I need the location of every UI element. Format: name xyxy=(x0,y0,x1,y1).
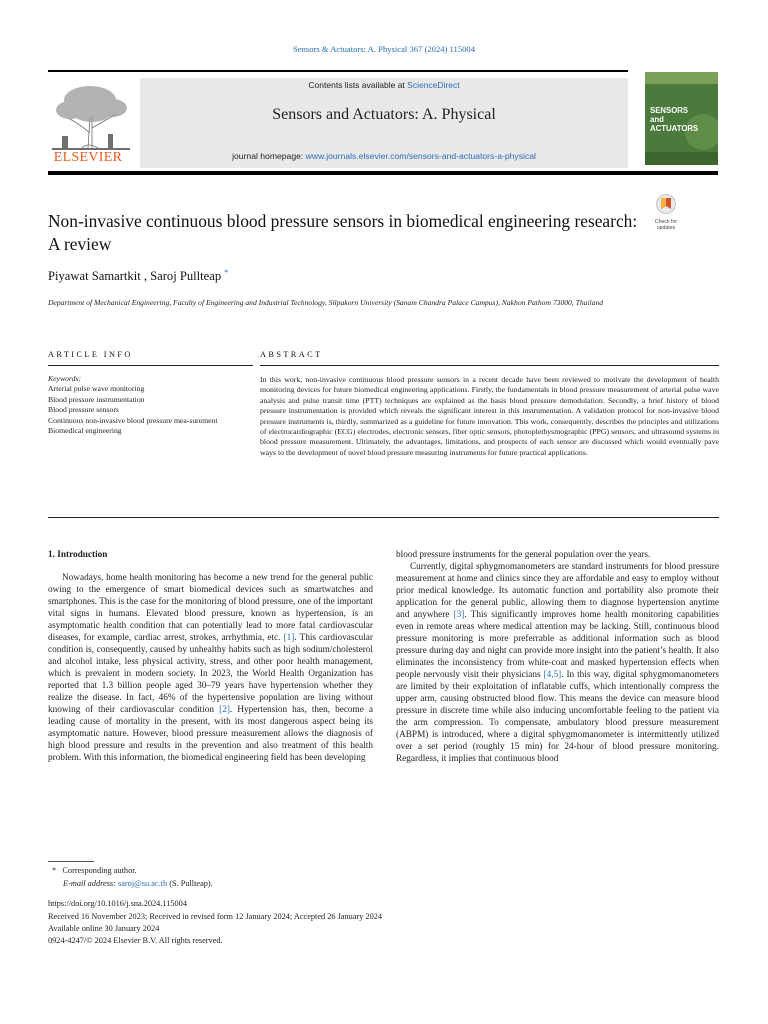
received-dates: Received 16 November 2023; Received in revised form 12 January 2024; Accepted 26 January 2024 xyxy=(48,912,383,921)
intro-p1-text-a: Nowadays, home health monitoring has become a new trend for the general public owing to the emergence of smart biomedical devices such as smartwatches and smartphones. This is the case for the monitoring of blood pressure, one of the important vital signs in humans. Elevated blood pressure, known as hypertension, is an asymptomatic health condition that can potentially lead to more fatal cardiovascular diseases, for example, cardiac arrest, strokes, arrhythmia, etc. xyxy=(48,573,373,643)
header-top-rule xyxy=(48,70,628,72)
citation-1-link[interactable]: [1] xyxy=(283,633,295,643)
article-title: Non-invasive continuous blood pressure sensors in biomedical engineering research: A review xyxy=(48,211,638,254)
keyword-item: Arterial pulse wave monitoring xyxy=(48,384,145,394)
keyword-item: Biomedical engineering xyxy=(48,426,122,436)
corresponding-author-note xyxy=(52,865,137,877)
journal-reference[interactable]: Sensors & Actuators: A. Physical 367 (2024) 115004 xyxy=(292,44,476,54)
sciencedirect-link[interactable]: ScienceDirect xyxy=(407,80,460,90)
footnote-rule xyxy=(48,861,94,862)
badge-line1: Check for xyxy=(654,219,678,225)
badge-line2: updates xyxy=(656,225,676,231)
intro-paragraph-1 xyxy=(48,572,373,764)
citation-4-5-link[interactable]: [4,5] xyxy=(543,670,562,680)
cover-title-line1: SENSORS xyxy=(650,106,689,115)
intro-right-column xyxy=(396,549,719,765)
keywords-block xyxy=(48,374,253,436)
intro-paragraph-2 xyxy=(396,561,719,765)
intro-p1-text-b: . This cardiovascular condition is, consequently, caused by unhealthy habits such as high sodium/cholesterol and alcohol intake, less physical activity, stress, and other poor health management, which is prevalent in modern society. In 2023, the World Health Organization has reported that 1.3 billion people aged 30–79 years have hypertension whether they realize the disease. In fact, 46% of the hypertensive population are living without knowing of their cardiovascular condition xyxy=(48,633,373,715)
doi-link[interactable]: https://doi.org/10.1016/j.sna.2024.115004 xyxy=(48,899,187,908)
corresponding-author-text: Corresponding author. xyxy=(62,866,137,875)
intro-paragraph-1-continued: blood pressure instruments for the general population over the years. xyxy=(396,550,651,560)
footnote-mark: * xyxy=(52,866,57,875)
keyword-item: Blood pressure instrumentation xyxy=(48,394,145,404)
contents-available-line xyxy=(140,80,628,90)
cover-title-line3: ACTUATORS xyxy=(650,124,699,133)
article-info-heading: ARTICLE INFO xyxy=(48,350,133,359)
intro-left-column xyxy=(48,549,373,764)
copyright-line: 0924-4247/© 2024 Elsevier B.V. All rights reserved. xyxy=(48,936,223,945)
journal-cover-image[interactable] xyxy=(645,72,718,165)
abstract-heading: ABSTRACT xyxy=(260,350,323,359)
introduction-heading: 1. Introduction xyxy=(48,550,108,560)
abstract-bottom-rule xyxy=(48,517,719,518)
author-affiliation: Department of Mechanical Engineering, Faculty of Engineering and Industrial Technology, Silpakorn University (Sanam Chandra Palace Campus), Nakhon Pathom 73000, Thailand xyxy=(48,298,604,307)
elsevier-logo-wordmark: ELSEVIER xyxy=(53,150,123,165)
journal-homepage-link[interactable]: www.journals.elsevier.com/sensors-and-actuators-a-physical xyxy=(305,151,536,161)
email-link[interactable]: saroj@su.ac.th xyxy=(118,879,168,888)
intro-p2-text-b: . This significantly improves home health monitoring capabilities even in remote areas where medical attention may be lacking. Still, continuous blood pressure monitoring is more preferrable as additional information such as blood pressure during day and night can provide more insight into the patient’s health. It also eliminates the inconsistency from white-coat and masked hypertension effects when people nervously visit their physicians xyxy=(396,610,720,680)
journal-homepage-line xyxy=(140,151,628,161)
keywords-label: Keywords: xyxy=(48,374,82,383)
header-bottom-rule xyxy=(48,171,718,175)
check-for-updates-badge[interactable] xyxy=(649,193,683,229)
abstract-text: In this work, non-invasive continuous blood pressure sensors in a recent decade have been reviewed to motivate the development of health monitoring devices for future biomedical engineering applications. Firstly, the fundamentals in blood pressure measurement of arterial pulse wave analysis and pulse transit time (PTT) techniques are explained as the basis blood pressure demodulation. Secondly, a brief history of blood pressure instrumentation is provided which reveals the significant interest in this instrumentation. A validation protocol for non-invasive blood pressure instruments is, thirdly, summarized as a guideline for future innovation. This work, consequently, describes the principles and utilizations of electrocardiographic (ECG) electrodes, electronic sensors, fiber optic sensors, photoplethysmographic (PPG) sensors, and ultrasound systems in blood pressure measurement. Ultimately, the advantages, limitations, and prospects of each sensor are discussed which would eventually pave ways to the development of novel blood pressure measuring instruments for future practical applications. xyxy=(260,375,719,457)
cover-title-line2: and xyxy=(650,115,664,124)
homepage-prefix: journal homepage: xyxy=(232,151,306,161)
check-for-updates-icon xyxy=(649,193,683,215)
corresponding-author-mark[interactable]: * xyxy=(224,268,229,277)
intro-p2-text-a: Currently, digital sphygmomanometers are standard instruments for blood pressure measurement at home and clinics since they are affordable and easy to employ without prior medical knowledge. Its automatic function and portability also promote their application for the general public, allowing them to diagnose hypertension anytime and anywhere xyxy=(396,562,719,620)
email-label: E-mail address: xyxy=(63,879,118,888)
email-note xyxy=(63,878,213,890)
intro-p1-text-c: . Hypertension has, then, become a leading cause of mortality in the present, with its most dangerous aspect being its asymptomatic nature. However, blood pressure measurement allows the diagnosis of high blood pressure and results in the prevention and also treatment of this health problem. With this information, the biomedical engineering field has been developing xyxy=(48,705,373,763)
cover-title xyxy=(650,106,698,133)
keyword-item: Continuous non-invasive blood pressure mea-surement xyxy=(48,415,218,425)
authors-text: Piyawat Samartkit , Saroj Pullteap xyxy=(48,269,222,284)
journal-name: Sensors and Actuators: A. Physical xyxy=(272,106,496,123)
email-suffix: (S. Pullteap). xyxy=(167,879,213,888)
intro-p2-text-c: . In this way, digital sphygmomanometers are limited by their exploitation of inflatable cuffs, which intentionally compress the upper arm, causing obstructed blood flow. This means the device can measure blood pressure in discrete time while also inducing uncomfortable feeling to the patient via the arm compression. To compensate, ambulatory blood pressure measurement (ABPM) is introduced, where a digital sphygmomanometer is intermittently utilized over a set period (roughly 15 min) for 24-hour of blood pressure monitoring. Regardless, it implies that continuous blood xyxy=(396,670,719,764)
contents-prefix: Contents lists available at xyxy=(308,80,408,90)
citation-2-link[interactable]: [2] xyxy=(219,705,230,715)
abstract-rule xyxy=(260,365,719,366)
author-list xyxy=(48,268,228,284)
citation-3-link[interactable]: [3] xyxy=(453,610,465,620)
article-info-rule xyxy=(48,365,253,366)
keyword-item: Blood pressure sensors xyxy=(48,405,119,415)
available-online-date: Available online 30 January 2024 xyxy=(48,924,160,933)
